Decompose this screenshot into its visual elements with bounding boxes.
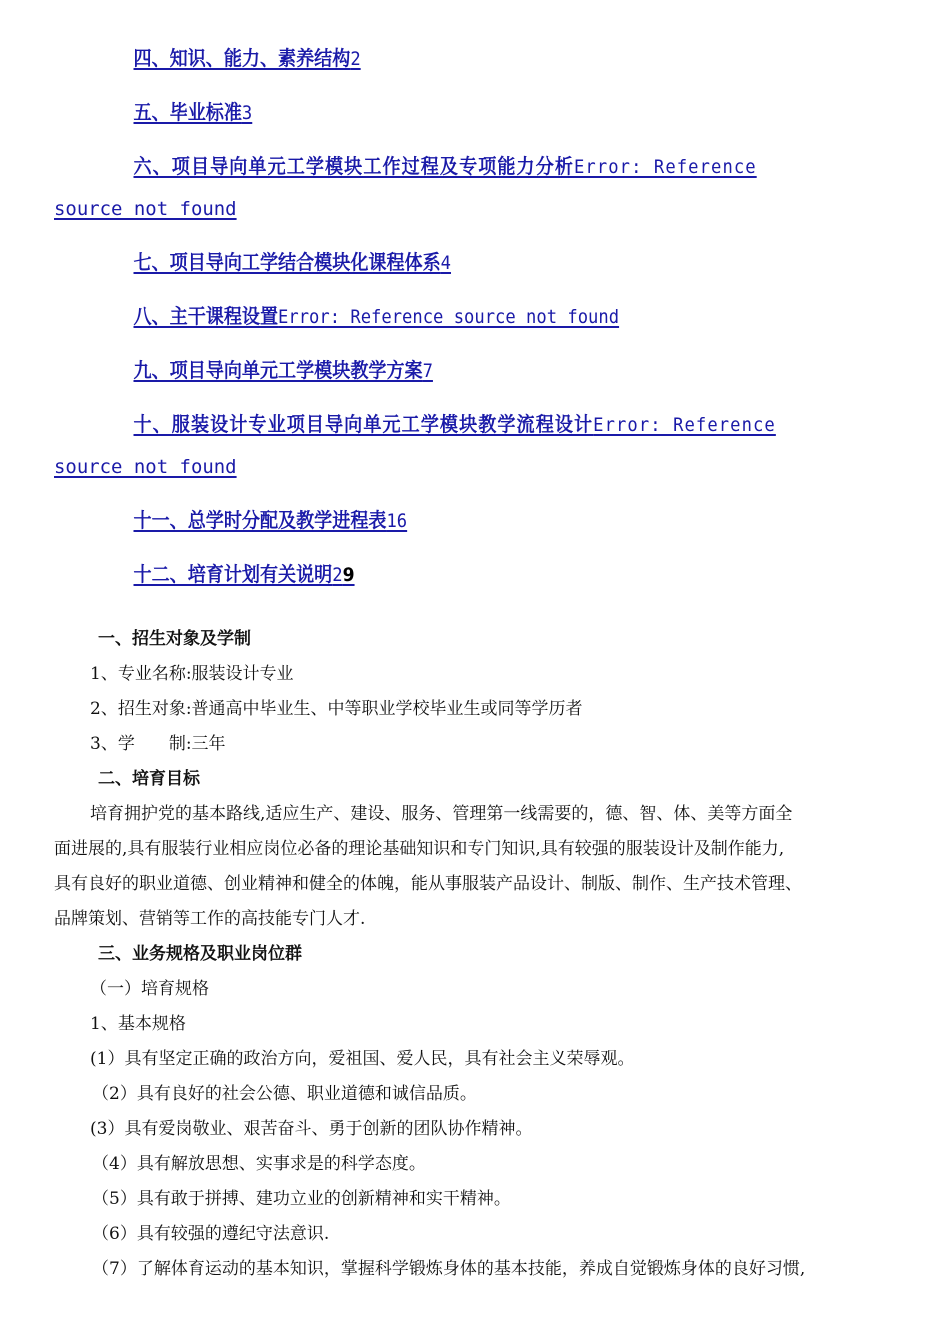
- enrollment-item-3: 3、学 制:三年: [90, 734, 226, 754]
- goals-line-3: 具有良好的职业道德、创业精神和健全的体魄，能从事服装产品设计、制版、制作、生产技术管理、: [54, 874, 802, 894]
- enrollment-item-1: 1、专业名称:服装设计专业: [90, 664, 294, 684]
- toc-entry-5[interactable]: 五、毕业标准3: [133, 100, 253, 124]
- spec-item-6: （6）具有较强的遵纪守法意识.: [92, 1224, 330, 1244]
- specs-basic-heading: 1、基本规格: [90, 1014, 186, 1034]
- goals-line-2: 面进展的,具有服装行业相应岗位必备的理论基础知识和专门知识,具有较强的服装设计及制作能力,: [54, 839, 785, 859]
- toc-entry-11[interactable]: 十一、总学时分配及教学进程表16: [133, 508, 408, 532]
- goals-line-4: 品牌策划、营销等工作的高技能专门人才.: [54, 909, 366, 929]
- section-heading-enrollment: 一、招生对象及学制: [98, 629, 251, 649]
- enrollment-item-2: 2、招生对象:普通高中毕业生、中等职业学校毕业生或同等学历者: [90, 699, 583, 719]
- spec-item-5: （5）具有敢于拼搏、建功立业的创新精神和实干精神。: [92, 1189, 511, 1209]
- toc-entry-6-continued[interactable]: source not found: [54, 198, 237, 220]
- toc-entry-7[interactable]: 七、项目导向工学结合模块化课程体系4: [133, 250, 452, 274]
- section-heading-goals: 二、培育目标: [98, 769, 200, 789]
- toc-entry-12[interactable]: 十二、培育计划有关说明29: [133, 562, 355, 586]
- spec-item-3: (3）具有爱岗敬业、艰苦奋斗、勇于创新的团队协作精神。: [90, 1119, 533, 1139]
- section-heading-specs: 三、业务规格及职业岗位群: [98, 944, 302, 964]
- toc-entry-8[interactable]: 八、主干课程设置Error: Reference source not found: [133, 304, 620, 328]
- goals-line-1: 培育拥护党的基本路线,适应生产、建设、服务、管理第一线需要的，德、智、体、美等方面全: [90, 804, 793, 824]
- spec-item-4: （4）具有解放思想、实事求是的科学态度。: [92, 1154, 426, 1174]
- toc-entry-10[interactable]: 十、服装设计专业项目导向单元工学模块教学流程设计Error: Reference: [133, 412, 776, 436]
- toc-entry-4[interactable]: 四、知识、能力、素养结构2: [133, 46, 361, 70]
- toc-entry-6[interactable]: 六、项目导向单元工学模块工作过程及专项能力分析Error: Reference: [133, 154, 757, 178]
- spec-item-1: (1）具有坚定正确的政治方向，爱祖国、爱人民，具有社会主义荣辱观。: [90, 1049, 635, 1069]
- specs-subheading: （一）培育规格: [90, 979, 209, 999]
- spec-item-2: （2）具有良好的社会公德、职业道德和诚信品质。: [92, 1084, 477, 1104]
- toc-entry-10-continued[interactable]: source not found: [54, 456, 237, 478]
- spec-item-7: （7）了解体育运动的基本知识，掌握科学锻炼身体的基本技能，养成自觉锻炼身体的良好习惯,: [92, 1259, 806, 1279]
- toc-entry-9[interactable]: 九、项目导向单元工学模块教学方案7: [133, 358, 433, 382]
